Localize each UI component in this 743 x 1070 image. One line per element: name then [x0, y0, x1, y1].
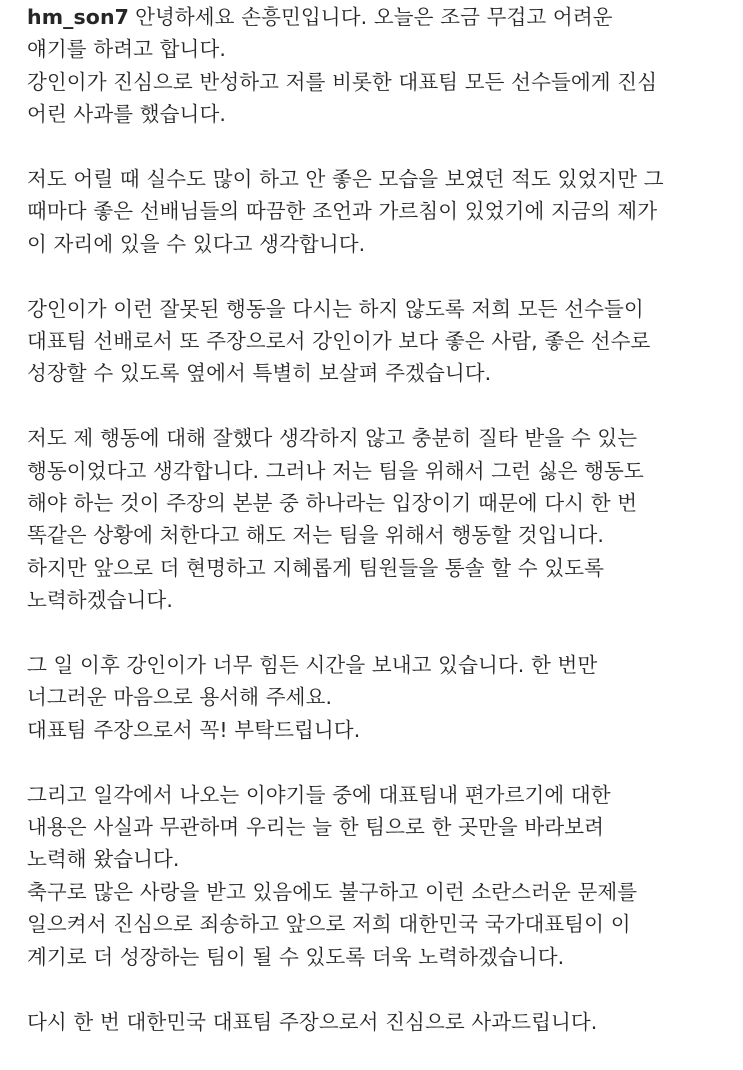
caption-line: 행동이었다고 생각합니다. 그러나 저는 팀을 위해서 그런 싫은 행동도 [27, 458, 644, 483]
caption-line: 강인이가 이런 잘못된 행동을 다시는 하지 않도록 저희 모든 선수들이 [27, 296, 644, 321]
paragraph-2 [27, 163, 727, 260]
caption-line: 축구로 많은 사랑을 받고 있음에도 불구하고 이런 소란스러운 문제를 [27, 879, 638, 904]
caption-line: 노력하겠습니다. [27, 588, 173, 613]
caption-line: 저도 어릴 때 실수도 많이 하고 안 좋은 모습을 보였던 적도 있었지만 그 [27, 167, 664, 192]
caption-line: 계기로 더 성장하는 팀이 될 수 있도록 더욱 노력하겠습니다. [27, 944, 565, 969]
caption-line: 대표팀 선배로서 또 주장으로서 강인이가 보다 좋은 사람, 좋은 선수로 [27, 329, 651, 354]
caption-line: 다시 한 번 대한민국 대표팀 주장으로서 진심으로 사과드립니다. [27, 1009, 598, 1034]
caption-line: 해야 하는 것이 주장의 본분 중 하나라는 입장이기 때문에 다시 한 번 [27, 491, 638, 516]
caption-line: 똑같은 상황에 처한다고 해도 저는 팀을 위해서 행동할 것입니다. [27, 523, 605, 548]
caption-line [27, 0, 727, 33]
paragraph-7 [27, 1006, 727, 1038]
caption-line: 어린 사과를 했습니다. [27, 102, 226, 127]
caption-line: 때마다 좋은 선배님들의 따끔한 조언과 가르침이 있었기에 지금의 제가 [27, 199, 658, 224]
caption-line: 저도 제 행동에 대해 잘했다 생각하지 않고 충분히 질타 받을 수 있는 [27, 426, 638, 451]
caption-line: 얘기를 하려고 합니다. [27, 37, 226, 62]
paragraph-1 [27, 0, 727, 131]
paragraph-5 [27, 649, 727, 746]
caption-line: 일으켜서 진심으로 죄송하고 앞으로 저희 대한민국 국가대표팀이 이 [27, 912, 631, 937]
caption-line: 이 자리에 있을 수 있다고 생각합니다. [27, 231, 366, 256]
username-link[interactable]: hm_son7 [27, 5, 130, 29]
caption-line: 대표팀 주장으로서 꼭! 부탁드립니다. [27, 717, 361, 742]
paragraph-6 [27, 779, 727, 973]
paragraph-3 [27, 293, 727, 390]
caption-line: 강인이가 진심으로 반성하고 저를 비롯한 대표팀 모든 선수들에게 진심 [27, 69, 658, 94]
caption-line: 성장할 수 있도록 옆에서 특별히 보살펴 주겠습니다. [27, 361, 492, 386]
paragraph-4 [27, 422, 727, 616]
caption-line: 노력해 왔습니다. [27, 847, 180, 872]
caption-line: 그리고 일각에서 나오는 이야기들 중에 대표팀내 편가르기에 대한 [27, 782, 611, 807]
caption-line: 하지만 앞으로 더 현명하고 지혜롭게 팀원들을 통솔 할 수 있도록 [27, 555, 605, 580]
caption-line: 너그러운 마음으로 용서해 주세요. [27, 685, 333, 710]
post-caption [27, 0, 727, 1070]
caption-text: 안녕하세요 손흥민입니다. 오늘은 조금 무겁고 어려운 [135, 5, 613, 29]
caption-line: 내용은 사실과 무관하며 우리는 늘 한 팀으로 한 곳만을 바라보려 [27, 815, 605, 840]
caption-line: 그 일 이후 강인이가 너무 힘든 시간을 보내고 있습니다. 한 번만 [27, 653, 598, 678]
